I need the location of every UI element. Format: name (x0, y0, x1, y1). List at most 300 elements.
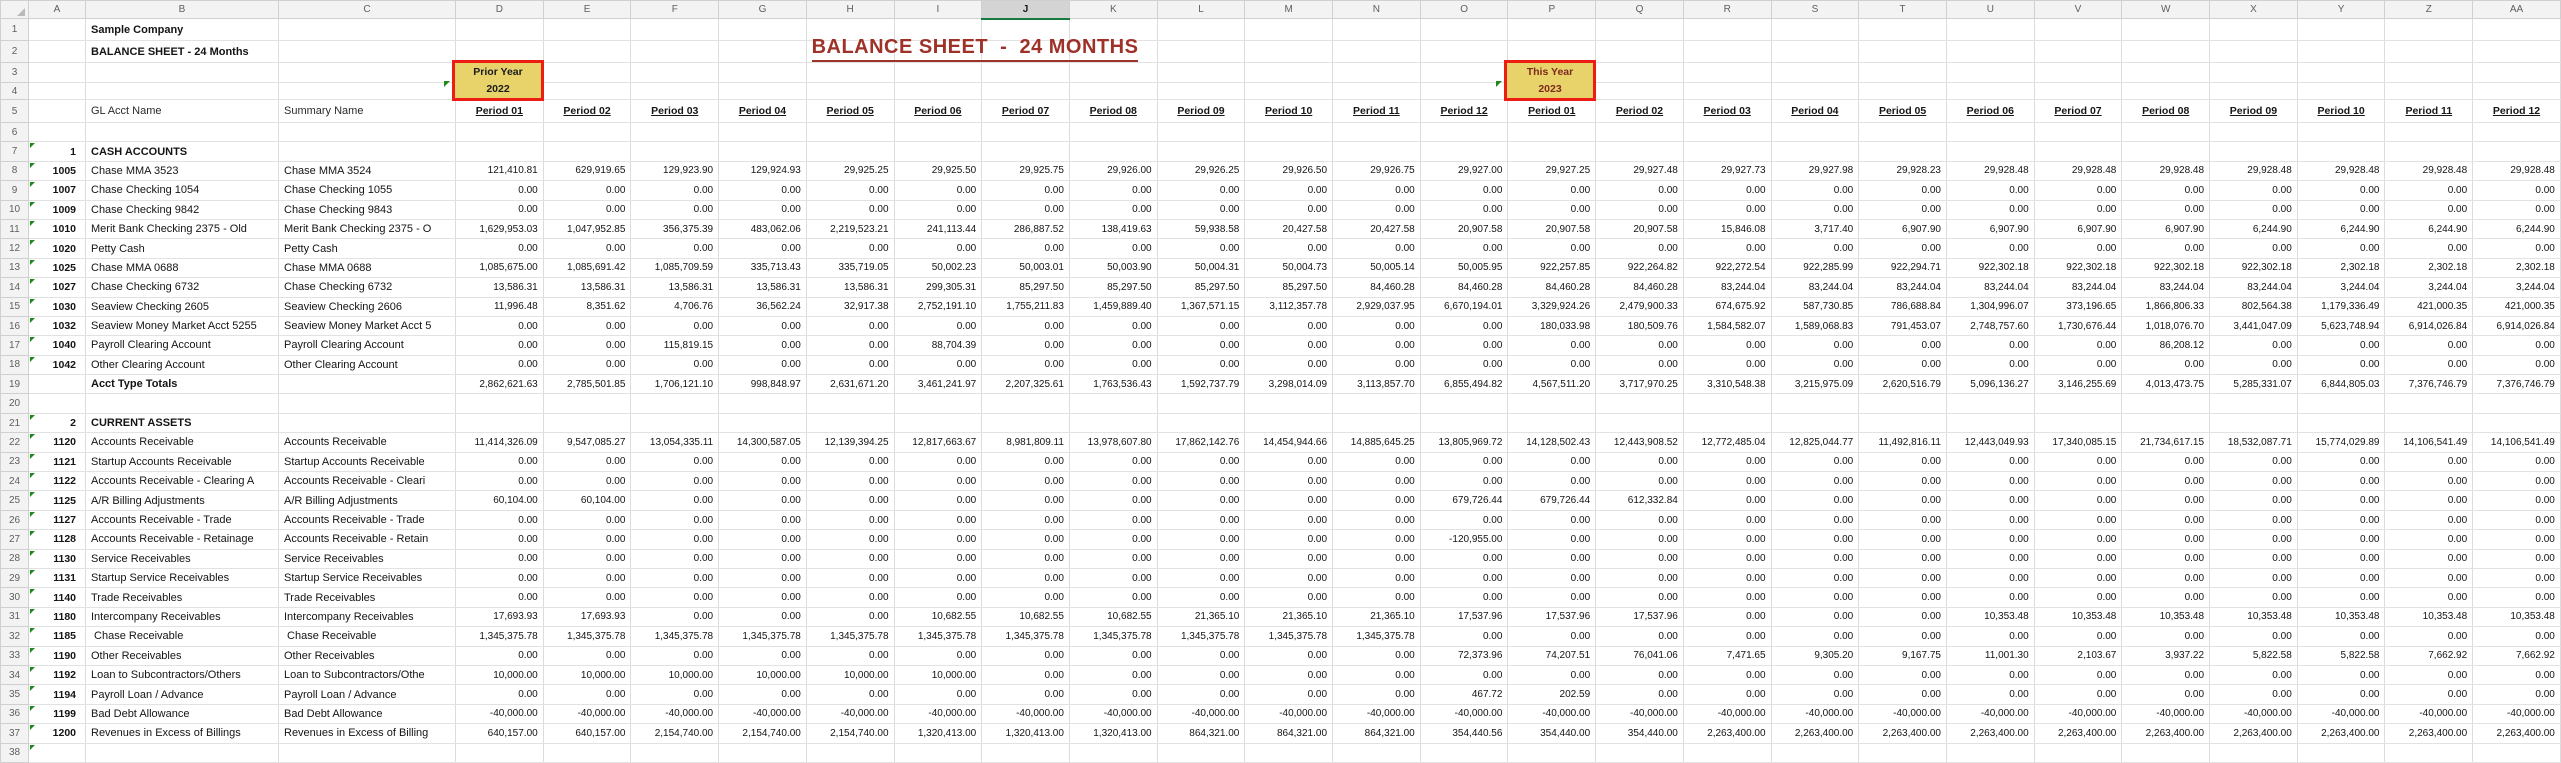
cell-B10[interactable]: Chase Checking 9842 (86, 200, 279, 219)
cell-L30[interactable]: 0.00 (1157, 588, 1245, 607)
cell-J31[interactable]: 10,682.55 (982, 607, 1070, 626)
cell-Z18[interactable]: 0.00 (2385, 355, 2473, 374)
cell-W20[interactable] (2122, 394, 2210, 413)
cell-AA8[interactable]: 29,928.48 (2473, 161, 2561, 180)
cell-R30[interactable]: 0.00 (1683, 588, 1771, 607)
row-header-12[interactable]: 12 (1, 239, 29, 258)
cell-G37[interactable]: 2,154,740.00 (719, 724, 807, 743)
cell-P23[interactable]: 0.00 (1508, 452, 1596, 471)
row-header-5[interactable]: 5 (1, 100, 29, 123)
cell-Z30[interactable]: 0.00 (2385, 588, 2473, 607)
cell-F28[interactable]: 0.00 (631, 549, 719, 568)
col-header-AA[interactable]: AA (2473, 1, 2561, 19)
cell-F29[interactable]: 0.00 (631, 568, 719, 587)
cell-U31[interactable]: 10,353.48 (1946, 607, 2034, 626)
cell-H16[interactable]: 0.00 (806, 316, 894, 335)
cell-T24[interactable]: 0.00 (1859, 472, 1947, 491)
company-name[interactable]: Sample Company (86, 19, 279, 41)
cell-A4[interactable] (29, 83, 86, 100)
cell-AA11[interactable]: 6,244.90 (2473, 219, 2561, 238)
cell-G12[interactable]: 0.00 (719, 239, 807, 258)
cell-D11[interactable]: 1,629,953.03 (456, 219, 544, 238)
cell-W17[interactable]: 86,208.12 (2122, 336, 2210, 355)
sheet-title[interactable] (780, 36, 1170, 62)
cell-R23[interactable]: 0.00 (1683, 452, 1771, 471)
cell-G11[interactable]: 483,062.06 (719, 219, 807, 238)
cell-H21[interactable] (806, 413, 894, 432)
cell-Y18[interactable]: 0.00 (2297, 355, 2385, 374)
cell-E11[interactable]: 1,047,952.85 (543, 219, 631, 238)
cell-R22[interactable]: 12,772,485.04 (1683, 433, 1771, 452)
cell-A24[interactable]: 1122 (29, 472, 86, 491)
cell-Z32[interactable]: 0.00 (2385, 627, 2473, 646)
cell-L18[interactable]: 0.00 (1157, 355, 1245, 374)
cell-R4[interactable] (1683, 83, 1771, 100)
cell-V2[interactable] (2034, 41, 2122, 63)
cell-H3[interactable] (806, 63, 894, 83)
cell-F8[interactable]: 129,923.90 (631, 161, 719, 180)
col-header-C[interactable]: C (279, 1, 456, 19)
cell-A2[interactable] (29, 41, 86, 63)
cell-G28[interactable]: 0.00 (719, 549, 807, 568)
col-header-G[interactable]: G (719, 1, 807, 19)
row-header-33[interactable]: 33 (1, 646, 29, 665)
cell-Z25[interactable]: 0.00 (2385, 491, 2473, 510)
cell-P35[interactable]: 202.59 (1508, 685, 1596, 704)
cell-H34[interactable]: 10,000.00 (806, 665, 894, 684)
cell-R7[interactable] (1683, 142, 1771, 161)
cell-S6[interactable] (1771, 123, 1859, 142)
row-header-25[interactable]: 25 (1, 491, 29, 510)
cell-W37[interactable]: 2,263,400.00 (2122, 724, 2210, 743)
cell-B7[interactable]: CASH ACCOUNTS (86, 142, 279, 161)
cell-P8[interactable]: 29,927.25 (1508, 161, 1596, 180)
cell-AA9[interactable]: 0.00 (2473, 181, 2561, 200)
cell-D10[interactable]: 0.00 (456, 200, 544, 219)
cell-X3[interactable] (2210, 63, 2298, 83)
cell-P22[interactable]: 14,128,502.43 (1508, 433, 1596, 452)
cell-Z12[interactable]: 0.00 (2385, 239, 2473, 258)
row-header-14[interactable]: 14 (1, 278, 29, 297)
cell-U3[interactable] (1946, 63, 2034, 83)
cell-B12[interactable]: Petty Cash (86, 239, 279, 258)
cell-R16[interactable]: 1,584,582.07 (1683, 316, 1771, 335)
cell-H17[interactable]: 0.00 (806, 336, 894, 355)
cell-X27[interactable]: 0.00 (2210, 530, 2298, 549)
cell-L36[interactable]: -40,000.00 (1157, 704, 1245, 723)
cell-G6[interactable] (719, 123, 807, 142)
cell-B38[interactable] (86, 743, 279, 762)
cell-N16[interactable]: 0.00 (1333, 316, 1421, 335)
cell-K24[interactable]: 0.00 (1069, 472, 1157, 491)
cell-V16[interactable]: 1,730,676.44 (2034, 316, 2122, 335)
cell-G32[interactable]: 1,345,375.78 (719, 627, 807, 646)
cell-T38[interactable] (1859, 743, 1947, 762)
cell-I3[interactable] (894, 63, 982, 83)
cell-B15[interactable]: Seaview Checking 2605 (86, 297, 279, 316)
cell-V35[interactable]: 0.00 (2034, 685, 2122, 704)
row-header-34[interactable]: 34 (1, 665, 29, 684)
cell-AA25[interactable]: 0.00 (2473, 491, 2561, 510)
cell-F16[interactable]: 0.00 (631, 316, 719, 335)
cell-B36[interactable]: Bad Debt Allowance (86, 704, 279, 723)
cell-L10[interactable]: 0.00 (1157, 200, 1245, 219)
cell-A18[interactable]: 1042 (29, 355, 86, 374)
cell-AA28[interactable]: 0.00 (2473, 549, 2561, 568)
cell-W15[interactable]: 1,866,806.33 (2122, 297, 2210, 316)
cell-I31[interactable]: 10,682.55 (894, 607, 982, 626)
cell-W13[interactable]: 922,302.18 (2122, 258, 2210, 277)
cell-A20[interactable] (29, 394, 86, 413)
cell-X34[interactable]: 0.00 (2210, 665, 2298, 684)
cell-R1[interactable] (1683, 19, 1771, 41)
cell-M21[interactable] (1245, 413, 1333, 432)
cell-R25[interactable]: 0.00 (1683, 491, 1771, 510)
cell-Y12[interactable]: 0.00 (2297, 239, 2385, 258)
cell-T8[interactable]: 29,928.23 (1859, 161, 1947, 180)
cell-G38[interactable] (719, 743, 807, 762)
period-header-I5[interactable]: Period 06 (894, 100, 982, 123)
cell-T33[interactable]: 9,167.75 (1859, 646, 1947, 665)
cell-I12[interactable]: 0.00 (894, 239, 982, 258)
cell-K15[interactable]: 1,459,889.40 (1069, 297, 1157, 316)
cell-T18[interactable]: 0.00 (1859, 355, 1947, 374)
cell-Y10[interactable]: 0.00 (2297, 200, 2385, 219)
cell-Z28[interactable]: 0.00 (2385, 549, 2473, 568)
cell-P16[interactable]: 180,033.98 (1508, 316, 1596, 335)
col-header-X[interactable]: X (2210, 1, 2298, 19)
cell-N3[interactable] (1333, 63, 1421, 83)
cell-Q20[interactable] (1596, 394, 1684, 413)
cell-Y4[interactable] (2297, 83, 2385, 100)
cell-V13[interactable]: 922,302.18 (2034, 258, 2122, 277)
row-header-29[interactable]: 29 (1, 568, 29, 587)
cell-B27[interactable]: Accounts Receivable - Retainage (86, 530, 279, 549)
cell-Z35[interactable]: 0.00 (2385, 685, 2473, 704)
cell-T11[interactable]: 6,907.90 (1859, 219, 1947, 238)
cell-C18[interactable]: Other Clearing Account (279, 355, 456, 374)
cell-E1[interactable] (543, 19, 631, 41)
cell-W33[interactable]: 3,937.22 (2122, 646, 2210, 665)
cell-N9[interactable]: 0.00 (1333, 181, 1421, 200)
cell-M10[interactable]: 0.00 (1245, 200, 1333, 219)
cell-J25[interactable]: 0.00 (982, 491, 1070, 510)
cell-J6[interactable] (982, 123, 1070, 142)
cell-K3[interactable] (1069, 63, 1157, 83)
row-header-1[interactable]: 1 (1, 19, 29, 41)
cell-N31[interactable]: 21,365.10 (1333, 607, 1421, 626)
cell-R8[interactable]: 29,927.73 (1683, 161, 1771, 180)
cell-T20[interactable] (1859, 394, 1947, 413)
cell-A32[interactable]: 1185 (29, 627, 86, 646)
row-header-7[interactable]: 7 (1, 142, 29, 161)
cell-O18[interactable]: 0.00 (1420, 355, 1508, 374)
cell-K13[interactable]: 50,003.90 (1069, 258, 1157, 277)
this-year-box[interactable] (1504, 60, 1596, 101)
cell-V17[interactable]: 0.00 (2034, 336, 2122, 355)
cell-U22[interactable]: 12,443,049.93 (1946, 433, 2034, 452)
cell-K6[interactable] (1069, 123, 1157, 142)
cell-J12[interactable]: 0.00 (982, 239, 1070, 258)
cell-R11[interactable]: 15,846.08 (1683, 219, 1771, 238)
cell-D18[interactable]: 0.00 (456, 355, 544, 374)
cell-F35[interactable]: 0.00 (631, 685, 719, 704)
cell-N33[interactable]: 0.00 (1333, 646, 1421, 665)
select-all-corner-icon[interactable] (17, 8, 25, 16)
cell-P12[interactable]: 0.00 (1508, 239, 1596, 258)
cell-J35[interactable]: 0.00 (982, 685, 1070, 704)
cell-AA27[interactable]: 0.00 (2473, 530, 2561, 549)
cell-F38[interactable] (631, 743, 719, 762)
cell-T32[interactable]: 0.00 (1859, 627, 1947, 646)
cell-G31[interactable]: 0.00 (719, 607, 807, 626)
cell-T22[interactable]: 11,492,816.11 (1859, 433, 1947, 452)
cell-AA29[interactable]: 0.00 (2473, 568, 2561, 587)
cell-D35[interactable]: 0.00 (456, 685, 544, 704)
cell-Z34[interactable]: 0.00 (2385, 665, 2473, 684)
cell-E33[interactable]: 0.00 (543, 646, 631, 665)
col-header-L[interactable]: L (1157, 1, 1245, 19)
row-header-26[interactable]: 26 (1, 510, 29, 529)
col-header-H[interactable]: H (806, 1, 894, 19)
row-header-4[interactable]: 4 (1, 83, 29, 100)
cell-W4[interactable] (2122, 83, 2210, 100)
cell-X22[interactable]: 18,532,087.71 (2210, 433, 2298, 452)
cell-O20[interactable] (1420, 394, 1508, 413)
cell-L6[interactable] (1157, 123, 1245, 142)
cell-J33[interactable]: 0.00 (982, 646, 1070, 665)
cell-S15[interactable]: 587,730.85 (1771, 297, 1859, 316)
cell-P26[interactable]: 0.00 (1508, 510, 1596, 529)
cell-Z26[interactable]: 0.00 (2385, 510, 2473, 529)
cell-K33[interactable]: 0.00 (1069, 646, 1157, 665)
cell-Z4[interactable] (2385, 83, 2473, 100)
cell-M22[interactable]: 14,454,944.66 (1245, 433, 1333, 452)
cell-A8[interactable]: 1005 (29, 161, 86, 180)
cell-V30[interactable]: 0.00 (2034, 588, 2122, 607)
cell-L25[interactable]: 0.00 (1157, 491, 1245, 510)
cell-J13[interactable]: 50,003.01 (982, 258, 1070, 277)
cell-N18[interactable]: 0.00 (1333, 355, 1421, 374)
row-header-35[interactable]: 35 (1, 685, 29, 704)
cell-W28[interactable]: 0.00 (2122, 549, 2210, 568)
cell-C11[interactable]: Merit Bank Checking 2375 - O (279, 219, 456, 238)
cell-A22[interactable]: 1120 (29, 433, 86, 452)
cell-C37[interactable]: Revenues in Excess of Billing (279, 724, 456, 743)
cell-B8[interactable]: Chase MMA 3523 (86, 161, 279, 180)
cell-K4[interactable] (1069, 83, 1157, 100)
cell-F34[interactable]: 10,000.00 (631, 665, 719, 684)
cell-D21[interactable] (456, 413, 544, 432)
cell-V34[interactable]: 0.00 (2034, 665, 2122, 684)
cell-Z11[interactable]: 6,244.90 (2385, 219, 2473, 238)
cell-G14[interactable]: 13,586.31 (719, 278, 807, 297)
cell-M19[interactable]: 3,298,014.09 (1245, 375, 1333, 394)
cell-Q31[interactable]: 17,537.96 (1596, 607, 1684, 626)
cell-Y1[interactable] (2297, 19, 2385, 41)
cell-Y13[interactable]: 2,302.18 (2297, 258, 2385, 277)
row-header-6[interactable]: 6 (1, 123, 29, 142)
cell-V18[interactable]: 0.00 (2034, 355, 2122, 374)
cell-R36[interactable]: -40,000.00 (1683, 704, 1771, 723)
cell-Z29[interactable]: 0.00 (2385, 568, 2473, 587)
cell-B17[interactable]: Payroll Clearing Account (86, 336, 279, 355)
cell-K29[interactable]: 0.00 (1069, 568, 1157, 587)
cell-H38[interactable] (806, 743, 894, 762)
cell-I19[interactable]: 3,461,241.97 (894, 375, 982, 394)
cell-C9[interactable]: Chase Checking 1055 (279, 181, 456, 200)
cell-M27[interactable]: 0.00 (1245, 530, 1333, 549)
cell-AA37[interactable]: 2,263,400.00 (2473, 724, 2561, 743)
cell-Q9[interactable]: 0.00 (1596, 181, 1684, 200)
cell-Q30[interactable]: 0.00 (1596, 588, 1684, 607)
cell-Y17[interactable]: 0.00 (2297, 336, 2385, 355)
cell-T3[interactable] (1859, 63, 1947, 83)
cell-Y38[interactable] (2297, 743, 2385, 762)
cell-P10[interactable]: 0.00 (1508, 200, 1596, 219)
cell-Z8[interactable]: 29,928.48 (2385, 161, 2473, 180)
cell-Y19[interactable]: 6,844,805.03 (2297, 375, 2385, 394)
cell-H23[interactable]: 0.00 (806, 452, 894, 471)
cell-H26[interactable]: 0.00 (806, 510, 894, 529)
cell-AA24[interactable]: 0.00 (2473, 472, 2561, 491)
cell-W8[interactable]: 29,928.48 (2122, 161, 2210, 180)
row-header-21[interactable]: 21 (1, 413, 29, 432)
cell-L32[interactable]: 1,345,375.78 (1157, 627, 1245, 646)
cell-H14[interactable]: 13,586.31 (806, 278, 894, 297)
cell-V9[interactable]: 0.00 (2034, 181, 2122, 200)
cell-Z2[interactable] (2385, 41, 2473, 63)
cell-G7[interactable] (719, 142, 807, 161)
cell-Y24[interactable]: 0.00 (2297, 472, 2385, 491)
cell-R10[interactable]: 0.00 (1683, 200, 1771, 219)
cell-O23[interactable]: 0.00 (1420, 452, 1508, 471)
cell-K10[interactable]: 0.00 (1069, 200, 1157, 219)
cell-G25[interactable]: 0.00 (719, 491, 807, 510)
cell-U35[interactable]: 0.00 (1946, 685, 2034, 704)
cell-F19[interactable]: 1,706,121.10 (631, 375, 719, 394)
period-header-M5[interactable]: Period 10 (1245, 100, 1333, 123)
cell-C6[interactable] (279, 123, 456, 142)
cell-D34[interactable]: 10,000.00 (456, 665, 544, 684)
cell-O32[interactable]: 0.00 (1420, 627, 1508, 646)
cell-B14[interactable]: Chase Checking 6732 (86, 278, 279, 297)
cell-Z3[interactable] (2385, 63, 2473, 83)
cell-B31[interactable]: Intercompany Receivables (86, 607, 279, 626)
cell-AA38[interactable] (2473, 743, 2561, 762)
cell-X37[interactable]: 2,263,400.00 (2210, 724, 2298, 743)
cell-H32[interactable]: 1,345,375.78 (806, 627, 894, 646)
cell-V36[interactable]: -40,000.00 (2034, 704, 2122, 723)
cell-V10[interactable]: 0.00 (2034, 200, 2122, 219)
cell-R3[interactable] (1683, 63, 1771, 83)
cell-W10[interactable]: 0.00 (2122, 200, 2210, 219)
cell-F25[interactable]: 0.00 (631, 491, 719, 510)
cell-Y9[interactable]: 0.00 (2297, 181, 2385, 200)
cell-T37[interactable]: 2,263,400.00 (1859, 724, 1947, 743)
cell-R12[interactable]: 0.00 (1683, 239, 1771, 258)
row-header-30[interactable]: 30 (1, 588, 29, 607)
cell-Z16[interactable]: 6,914,026.84 (2385, 316, 2473, 335)
cell-L2[interactable] (1157, 41, 1245, 63)
cell-B32[interactable]: Chase Receivable (86, 627, 279, 646)
cell-E15[interactable]: 8,351.62 (543, 297, 631, 316)
col-header-F[interactable]: F (631, 1, 719, 19)
cell-B16[interactable]: Seaview Money Market Acct 5255 (86, 316, 279, 335)
cell-Y32[interactable]: 0.00 (2297, 627, 2385, 646)
cell-A25[interactable]: 1125 (29, 491, 86, 510)
cell-P9[interactable]: 0.00 (1508, 181, 1596, 200)
cell-P34[interactable]: 0.00 (1508, 665, 1596, 684)
cell-D37[interactable]: 640,157.00 (456, 724, 544, 743)
cell-P14[interactable]: 84,460.28 (1508, 278, 1596, 297)
cell-J21[interactable] (982, 413, 1070, 432)
cell-J34[interactable]: 0.00 (982, 665, 1070, 684)
cell-D24[interactable]: 0.00 (456, 472, 544, 491)
cell-F17[interactable]: 115,819.15 (631, 336, 719, 355)
cell-AA32[interactable]: 0.00 (2473, 627, 2561, 646)
cell-G21[interactable] (719, 413, 807, 432)
cell-E19[interactable]: 2,785,501.85 (543, 375, 631, 394)
cell-D8[interactable]: 121,410.81 (456, 161, 544, 180)
cell-N11[interactable]: 20,427.58 (1333, 219, 1421, 238)
cell-M34[interactable]: 0.00 (1245, 665, 1333, 684)
cell-S32[interactable]: 0.00 (1771, 627, 1859, 646)
cell-A28[interactable]: 1130 (29, 549, 86, 568)
cell-L17[interactable]: 0.00 (1157, 336, 1245, 355)
cell-X9[interactable]: 0.00 (2210, 181, 2298, 200)
cell-N25[interactable]: 0.00 (1333, 491, 1421, 510)
cell-L20[interactable] (1157, 394, 1245, 413)
cell-S22[interactable]: 12,825,044.77 (1771, 433, 1859, 452)
cell-B3[interactable] (86, 63, 279, 83)
cell-E21[interactable] (543, 413, 631, 432)
cell-T2[interactable] (1859, 41, 1947, 63)
col-header-B[interactable]: B (86, 1, 279, 19)
cell-V14[interactable]: 83,244.04 (2034, 278, 2122, 297)
cell-L29[interactable]: 0.00 (1157, 568, 1245, 587)
cell-I29[interactable]: 0.00 (894, 568, 982, 587)
cell-S20[interactable] (1771, 394, 1859, 413)
cell-R15[interactable]: 674,675.92 (1683, 297, 1771, 316)
cell-H11[interactable]: 2,219,523.21 (806, 219, 894, 238)
cell-Z24[interactable]: 0.00 (2385, 472, 2473, 491)
cell-W31[interactable]: 10,353.48 (2122, 607, 2210, 626)
period-header-T5[interactable]: Period 05 (1859, 100, 1947, 123)
cell-W2[interactable] (2122, 41, 2210, 63)
cell-Y30[interactable]: 0.00 (2297, 588, 2385, 607)
cell-L34[interactable]: 0.00 (1157, 665, 1245, 684)
cell-S1[interactable] (1771, 19, 1859, 41)
cell-O7[interactable] (1420, 142, 1508, 161)
cell-W38[interactable] (2122, 743, 2210, 762)
cell-D38[interactable] (456, 743, 544, 762)
cell-Z37[interactable]: 2,263,400.00 (2385, 724, 2473, 743)
cell-T27[interactable]: 0.00 (1859, 530, 1947, 549)
cell-T30[interactable]: 0.00 (1859, 588, 1947, 607)
cell-W6[interactable] (2122, 123, 2210, 142)
cell-X24[interactable]: 0.00 (2210, 472, 2298, 491)
cell-Q8[interactable]: 29,927.48 (1596, 161, 1684, 180)
cell-L31[interactable]: 21,365.10 (1157, 607, 1245, 626)
cell-V28[interactable]: 0.00 (2034, 549, 2122, 568)
cell-T15[interactable]: 786,688.84 (1859, 297, 1947, 316)
cell-M1[interactable] (1245, 19, 1333, 41)
cell-A12[interactable]: 1020 (29, 239, 86, 258)
cell-B23[interactable]: Startup Accounts Receivable (86, 452, 279, 471)
cell-K17[interactable]: 0.00 (1069, 336, 1157, 355)
cell-O2[interactable] (1420, 41, 1508, 63)
